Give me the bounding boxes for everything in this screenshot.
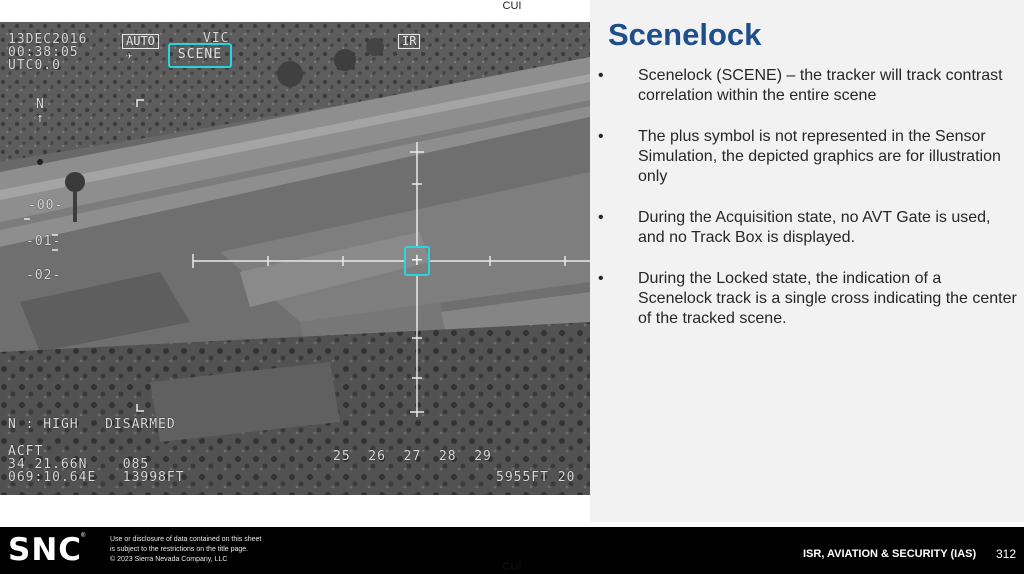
osd-latitude: 34 21.66N 085 [8,457,150,472]
aircraft-symbol-icon: ✈ [126,49,134,62]
osd-ir-badge: IR [398,34,420,49]
osd-elev-mark: -00- [28,198,64,213]
disclaimer-line: Use or disclosure of data contained on this sheet [110,536,262,543]
osd-acft: ACFT [8,444,44,459]
disclaimer-line: is subject to the restrictions on the title page. [110,546,249,553]
osd-slant-range: 5955FT 20 [496,470,576,485]
cui-marking-bottom: CUI [502,561,522,573]
osd-utc: UTC0.0 [8,58,61,73]
scene-mode-indicator: SCENE [168,43,232,68]
bullet-text: During the Locked state, the indication of a Scenelock track is a single cross indicating the center of the tracked scene. [638,270,1017,327]
osd-mode-line: N : HIGH DISARMED [8,417,176,432]
osd-vic: VIC [203,31,230,46]
bullet-text: The plus symbol is not represented in the Sensor Simulation, the depicted graphics are for illustration only [638,128,1001,185]
osd-date: 13DEC2016 [8,32,88,47]
sensor-video-frame [0,22,590,495]
bullet-text: During the Acquisition state, no AVT Gate is used, and no Track Box is displayed. [638,209,991,246]
bullet-item [598,208,1018,248]
slide-title: Scenelock [608,17,762,52]
osd-auto-badge: AUTO [122,34,159,49]
disclaimer-line: © 2023 Sierra Nevada Company, LLC [110,556,228,563]
division-name: ISR, AVIATION & SECURITY (IAS) [803,548,977,560]
north-indicator: N [36,97,45,112]
bullet-item [598,269,1018,329]
osd-heading-scale: 25 26 27 28 29 [333,449,492,464]
cui-marking-top: CUI [502,0,522,12]
bullet-list [598,66,1018,350]
osd-longitude: 069:10.64E 13998FT [8,470,185,485]
bullet-text: Scenelock (SCENE) – the tracker will track contrast correlation within the entire scene [638,67,1003,104]
bullet-marker: • [598,270,604,287]
snc-logo: SNC [8,532,83,568]
bullet-marker: • [598,128,604,145]
osd-elev-mark: -02- [26,268,62,283]
bullet-item [598,66,1018,106]
osd-elev-mark: -01- [26,234,62,249]
north-arrow-icon: ↑ [36,111,45,126]
bullet-marker: • [598,67,604,84]
bullet-marker: • [598,209,604,226]
track-center-cross: + [404,246,430,276]
bullet-item [598,127,1018,187]
registered-mark: ® [81,533,86,539]
page-number: 312 [996,547,1017,561]
osd-time: 00:38:05 [8,45,79,60]
